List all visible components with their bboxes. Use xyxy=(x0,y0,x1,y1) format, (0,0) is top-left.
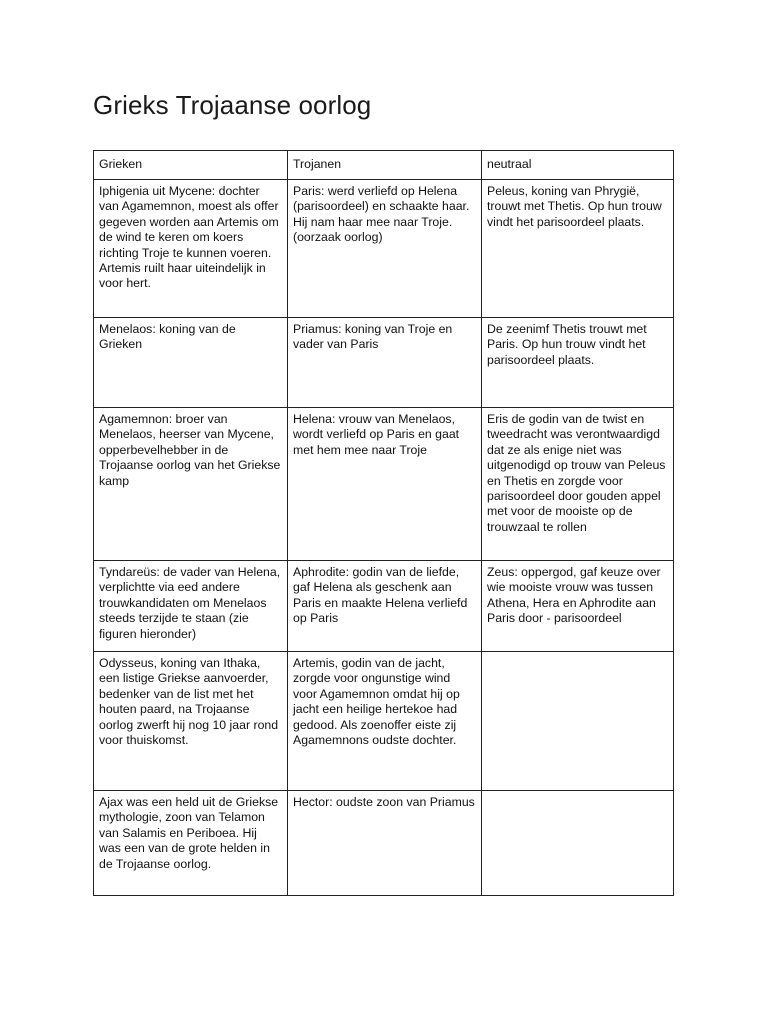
table-cell: Paris: werd verliefd op Helena (parisoordeel) en schaakte haar. Hij nam haar mee naar Troje. (oorzaak oorlog) xyxy=(288,180,482,318)
table-cell: Artemis, godin van de jacht, zorgde voor ongunstige wind voor Agamemnon omdat hij op jacht een heilige hertekoe had gedood. Als zoenoffer eiste zij Agamemnons oudste dochter. xyxy=(288,652,482,791)
table-cell: Priamus: koning van Troje en vader van Paris xyxy=(288,318,482,408)
table-cell: Menelaos: koning van de Grieken xyxy=(94,318,288,408)
table-cell: Zeus: oppergod, gaf keuze over wie mooiste vrouw was tussen Athena, Hera en Aphrodite aan Paris door - parisoordeel xyxy=(482,561,674,652)
table-cell: Eris de godin van de twist en tweedracht was verontwaardigd dat ze als enige niet was uitgenodigd op trouw van Peleus en Thetis en zorgde voor parisoordeel door gouden appel met voor de mooiste op de trouwzaal te rollen xyxy=(482,408,674,561)
column-header-neutraal: neutraal xyxy=(482,151,674,180)
table-cell: Hector: oudste zoon van Priamus xyxy=(288,791,482,896)
column-header-trojanen: Trojanen xyxy=(288,151,482,180)
table-cell xyxy=(482,791,674,896)
page-title: Grieks Trojaanse oorlog xyxy=(93,90,372,120)
table-cell: Odysseus, koning van Ithaka, een listige Griekse aanvoerder, bedenker van de list met het houten paard, na Trojaanse oorlog zwerft hij nog 10 jaar rond voor thuiskomst. xyxy=(94,652,288,791)
characters-table xyxy=(93,150,674,896)
table-cell: Ajax was een held uit de Griekse mythologie, zoon van Telamon van Salamis en Periboea. Hij was een van de grote helden in de Trojaanse oorlog. xyxy=(94,791,288,896)
table-row xyxy=(94,652,674,791)
table-cell: De zeenimf Thetis trouwt met Paris. Op hun trouw vindt het parisoordeel plaats. xyxy=(482,318,674,408)
table-row xyxy=(94,408,674,561)
table-row xyxy=(94,791,674,896)
table-cell: Agamemnon: broer van Menelaos, heerser van Mycene, opperbevelhebber in de Trojaanse oorlog van het Griekse kamp xyxy=(94,408,288,561)
table-row xyxy=(94,561,674,652)
table-row xyxy=(94,180,674,318)
table-cell xyxy=(482,652,674,791)
table-cell: Tyndareüs: de vader van Helena, verplichtte via eed andere trouwkandidaten om Menelaos steeds terzijde te staan (zie figuren hieronder) xyxy=(94,561,288,652)
table-cell: Iphigenia uit Mycene: dochter van Agamemnon, moest als offer gegeven worden aan Artemis om de wind te keren om koers richting Troje te kunnen voeren. Artemis ruilt haar uiteindelijk in voor hert. xyxy=(94,180,288,318)
table-row xyxy=(94,318,674,408)
table-cell: Peleus, koning van Phrygië, trouwt met Thetis. Op hun trouw vindt het parisoordeel plaats. xyxy=(482,180,674,318)
column-header-grieken: Grieken xyxy=(94,151,288,180)
table-header-row xyxy=(94,151,674,180)
table-cell: Helena: vrouw van Menelaos, wordt verliefd op Paris en gaat met hem mee naar Troje xyxy=(288,408,482,561)
table-cell: Aphrodite: godin van de liefde, gaf Helena als geschenk aan Paris en maakte Helena verliefd op Paris xyxy=(288,561,482,652)
